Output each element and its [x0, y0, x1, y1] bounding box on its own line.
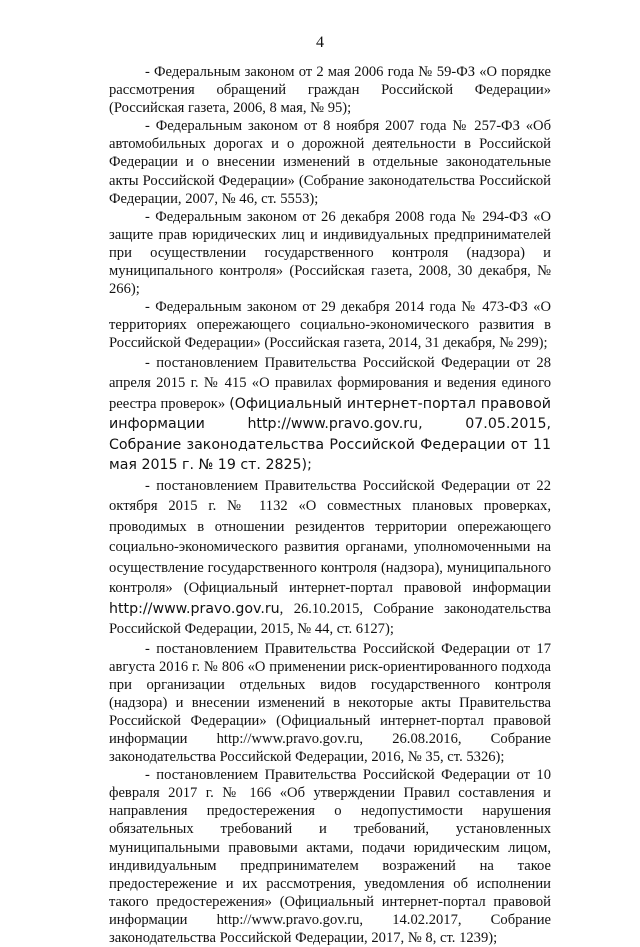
list-item: - постановлением Правительства Российской Федерации от 17 августа 2016 г. № 806 «О применении риск-ориентированного подхода при организации отдельных видов государственного контроля (надзора) и внесении изменений в некоторые акты Правительства Российской Федерации» (Официальный интернет-портал правовой информации http://www.pravo.gov.ru, 26.08.2016, Собрание законодательства Российской Федерации, 2016, № 35, ст. 5326);	[109, 640, 551, 766]
source-url: http://www.pravo.gov.ru	[109, 600, 280, 617]
list-item	[109, 353, 551, 476]
list-item: - постановлением Правительства Российской Федерации от 10 февраля 2017 г. № 166 «Об утверждении Правил составления и направления предостережения о недопустимости нарушения обязательных требований и требований, установленных муниципальными правовыми актами, подачи юридическим лицом, индивидуальным предпринимателем возражений на такое предостережение и их рассмотрения, уведомления об исполнении такого предостережения» (Официальный интернет-портал правовой информации http://www.pravo.gov.ru, 14.02.2017, Собрание законодательства Российской Федерации, 2017, № 8, ст. 1239);	[109, 767, 551, 946]
list-item-text: - постановлением Правительства Российской Федерации от 22 октября 2015 г. № 1132 «О совместных плановых проверках, проводимых в отношении резидентов территории опережающего социально-экономического развития органами, уполномоченными на осуществление государственного контроля (надзора), муниципального контроля» (Официальный интернет-портал правовой информации	[109, 477, 551, 596]
page-number: 4	[316, 34, 324, 51]
list-item-source: , 26.10.2015, Собрание законодательства Российской Федерации, 2015, № 44, ст. 6127);	[109, 600, 551, 637]
legal-acts-list	[109, 63, 551, 947]
list-item: - Федеральным законом от 26 декабря 2008 года № 294-ФЗ «О защите прав юридических лиц и индивидуальных предпринимателей при осуществлении государственного контроля (надзора) и муниципального контроля» (Российская газета, 2008, 30 декабря, № 266);	[109, 208, 551, 298]
list-item	[109, 476, 551, 640]
list-item-text: - постановлением Правительства Российской Федерации от 28 апреля 2015 г. № 415 «О правилах формирования и ведения единого реестра проверок»	[109, 354, 551, 412]
list-item: - Федеральным законом от 2 мая 2006 года № 59-ФЗ «О порядке рассмотрения обращений граждан Российской Федерации» (Российская газета, 2006, 8 мая, № 95);	[109, 64, 551, 117]
list-item: - Федеральным законом от 29 декабря 2014 года № 473-ФЗ «О территориях опережающего социально-экономического развития в Российской Федерации» (Российская газета, 2014, 31 декабря, № 299);	[109, 299, 551, 352]
list-item-source: (Официальный интернет-портал правовой информации http://www.pravo.gov.ru, 07.05.2015, Собрание законодательства Российской Федерации от 11 мая 2015 г. № 19 ст. 2825);	[109, 395, 551, 473]
list-item: - Федеральным законом от 8 ноября 2007 года № 257-ФЗ «Об автомобильных дорогах и о дорожной деятельности в Российской Федерации и о внесении изменений в отдельные законодательные акты Российской Федерации» (Собрание законодательства Российской Федерации, 2007, № 46, ст. 5553);	[109, 118, 551, 207]
